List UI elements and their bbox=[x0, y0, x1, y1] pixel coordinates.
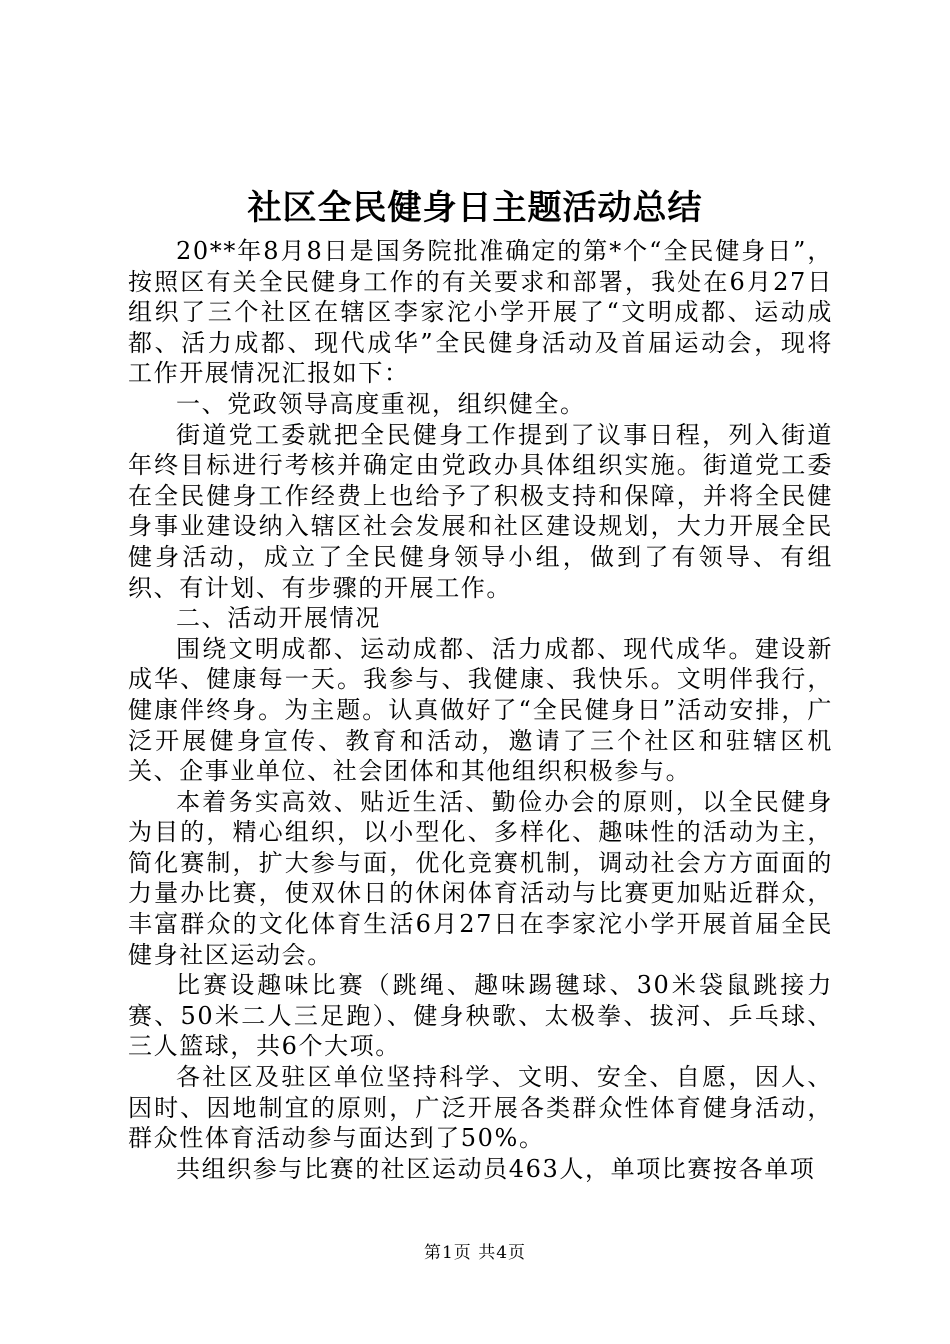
page-footer: 第1页 共4页 bbox=[423, 1243, 527, 1263]
paragraph-participation: 各社区及驻区单位坚持科学、文明、安全、自愿，因人、因时、因地制宜的原则，广泛开展各类群众性体育健身活动，群众性体育活动参与面达到了50%。 bbox=[128, 1063, 833, 1153]
paragraph-theme: 围绕文明成都、运动成都、活力成都、现代成华。建设新成华、健康每一天。我参与、我健康、我快乐。文明伴我行，健康伴终身。为主题。认真做好了“全民健身日”活动安排，广泛开展健身宣传、教育和活动，邀请了三个社区和驻辖区机关、企事业单位、社会团体和其他组织积极参与。 bbox=[128, 634, 833, 786]
document-body bbox=[128, 236, 833, 1184]
paragraph-principles: 本着务实高效、贴近生活、勤俭办会的原则，以全民健身为目的，精心组织，以小型化、多样化、趣味性的活动为主，简化赛制，扩大参与面，优化竞赛机制，调动社会方方面面的力量办比赛，使双休日的休闲体育活动与比赛更加贴近群众，丰富群众的文化体育生活6月27日在李家沱小学开展首届全民健身社区运动会。 bbox=[128, 787, 833, 969]
paragraph-athletes: 共组织参与比赛的社区运动员463人，单项比赛按各单项 bbox=[176, 1154, 816, 1183]
section-heading-2: 二、活动开展情况 bbox=[176, 604, 381, 633]
paragraph-events: 比赛设趣味比赛（跳绳、趣味踢毽球、30米袋鼠跳接力赛、50米二人三足跑）、健身秧歌、太极拳、拔河、乒乓球、三人篮球，共6个大项。 bbox=[128, 971, 833, 1061]
section-heading-1: 一、党政领导高度重视，组织健全。 bbox=[176, 389, 586, 418]
document-title: 社区全民健身日主题活动总结 bbox=[247, 188, 703, 228]
paragraph-leadership: 街道党工委就把全民健身工作提到了议事日程，列入街道年终目标进行考核并确定由党政办具体组织实施。街道党工委在全民健身工作经费上也给予了积极支持和保障，并将全民健身事业建设纳入辖区社会发展和社区建设规划，大力开展全民健身活动，成立了全民健身领导小组，做到了有领导、有组织、有计划、有步骤的开展工作。 bbox=[128, 420, 833, 602]
paragraph-intro: 20**年8月8日是国务院批准确定的第*个“全民健身日”，按照区有关全民健身工作的有关要求和部署，我处在6月27日组织了三个社区在辖区李家沱小学开展了“文明成都、运动成都、活力成都、现代成华”全民健身活动及首届运动会，现将工作开展情况汇报如下： bbox=[128, 237, 833, 388]
